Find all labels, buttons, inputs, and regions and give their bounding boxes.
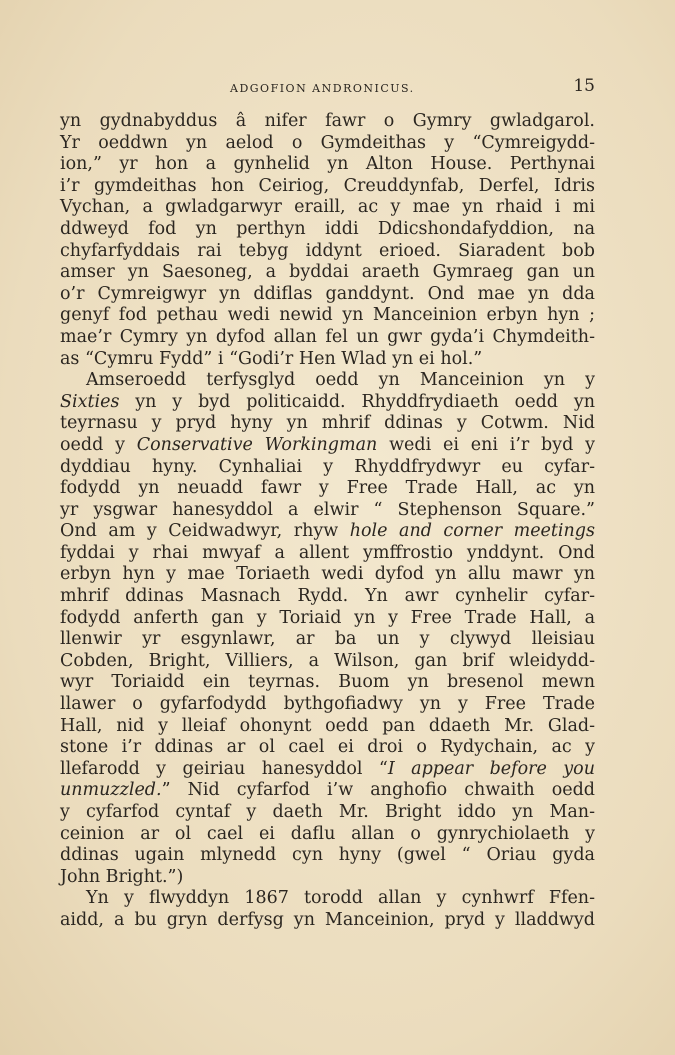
text-line: Hall, nid y lleiaf ohonynt oedd pan ddaeth Mr. Glad- (60, 715, 595, 736)
text-line: Yn y flwyddyn 1867 torodd allan y cynhwrf Ffen- (86, 888, 595, 909)
text-line (60, 392, 595, 414)
text-run: llefarodd y geiriau hanesyddol “ (60, 758, 388, 779)
text-line: wyr Toriaidd ein teyrnas. Buom yn bresenol mewn (60, 672, 595, 693)
text-run: oedd y (60, 434, 137, 455)
text-line: John Bright.”) (60, 866, 184, 887)
paragraph-1 (60, 111, 595, 370)
text-line: llawer o gyfarfodydd bythgofiadwy yn y Free Trade (60, 694, 595, 715)
text-line: yr ysgwar hanesyddol a elwir “ Stephenson Square.” (60, 499, 595, 520)
text-line: ion,” yr hon a gynhelid yn Alton House. Perthynai (60, 154, 595, 175)
text-line: y cyfarfod cyntaf y daeth Mr. Bright iddo yn Man- (60, 802, 595, 822)
text-line: stone i’r ddinas ar ol cael ei droi o Rydychain, ac y (60, 737, 595, 758)
running-title: ADGOFION ANDRONICUS. (230, 82, 415, 95)
italic-text: I appear before you (387, 758, 595, 779)
italic-text: hole and corner meetings (349, 521, 595, 542)
text-run: wedi ei eni i’r byd y (377, 434, 595, 455)
text-line (60, 521, 595, 543)
text-line: dyddiau hyny. Cynhaliai y Rhyddfrydwyr eu cyfar- (60, 456, 595, 477)
text-line: mae’r Cymry yn dyfod allan fel un gwr gyda’i Chymdeith- (60, 326, 595, 347)
text-line (60, 780, 595, 802)
text-line: ddweyd fod yn perthyn iddi Ddicshondafyddion, na (60, 218, 595, 239)
text-line: Cobden, Bright, Villiers, a Wilson, gan brif wleidydd- (60, 650, 595, 671)
text-line: yn gydnabyddus â nifer fawr o Gymry gwladgarol. (60, 111, 595, 131)
italic-text: Conservative Workingman (136, 434, 378, 455)
page-header (60, 78, 595, 102)
paragraph-2 (60, 370, 595, 888)
text-line: teyrnasu y pryd hyny yn mhrif ddinas y Cotwm. Nid (60, 413, 595, 434)
text-line: genyf fod pethau wedi newid yn Manceinion erbyn hyn ; (60, 305, 595, 326)
text-line: ddinas ugain mlynedd cyn hyny (gwel “ Oriau gyda (60, 845, 595, 866)
text-line: ceinion ar ol cael ei daflu allan o gynrychiolaeth y (60, 823, 595, 844)
text-line: aidd, a bu gryn derfysg yn Manceinion, pryd y lladdwyd (60, 909, 595, 930)
text-run: yn y byd politicaidd. Rhyddfrydiaeth oedd yn (119, 391, 595, 412)
text-line: erbyn hyn y mae Toriaeth wedi dyfod yn allu mawr yn (60, 564, 595, 585)
text-line: o’r Cymreigwyr yn ddiflas ganddynt. Ond mae yn dda (60, 283, 595, 304)
italic-text: unmuzzled. (60, 780, 162, 801)
text-line: i’r gymdeithas hon Ceiriog, Creuddynfab, Derfel, Idris (60, 175, 595, 196)
text-line: Vychan, a gwladgarwyr eraill, ac y mae yn rhaid i mi (60, 197, 595, 218)
text-line: amser yn Saesoneg, a byddai araeth Gymraeg gan un (60, 262, 595, 283)
text-line (60, 759, 595, 781)
paragraph-3 (60, 888, 595, 931)
text-line: chyfarfyddais rai tebyg iddynt erioed. Siaradent bob (60, 240, 595, 261)
text-line: fodydd anferth gan y Toriaid yn y Free Trade Hall, a (60, 607, 595, 628)
text-line (60, 435, 595, 457)
text-run: Ond am y Ceidwadwyr, rhyw (60, 521, 350, 542)
text-run: ” Nid cyfarfod i’w anghofio chwaith oedd (161, 780, 595, 801)
text-line: Amseroedd terfysglyd oedd yn Manceinion yn y (86, 370, 595, 391)
text-line: Yr oeddwn yn aelod o Gymdeithas y “Cymreigydd- (60, 132, 595, 153)
italic-text: Sixties (60, 391, 120, 412)
text-line: fodydd yn neuadd fawr y Free Trade Hall, ac yn (60, 478, 595, 499)
text-line: llenwir yr esgynlawr, ar ba un y clywyd lleisiau (60, 629, 595, 650)
text-line: as “Cymru Fydd” i “Godi’r Hen Wlad yn ei hol.” (60, 348, 483, 369)
body-text (60, 111, 595, 932)
text-line: mhrif ddinas Masnach Rydd. Yn awr cynhelir cyfar- (60, 586, 595, 607)
page-number: 15 (573, 76, 595, 96)
text-line: fyddai y rhai mwyaf a allent ymffrostio ynddynt. Ond (60, 542, 595, 563)
